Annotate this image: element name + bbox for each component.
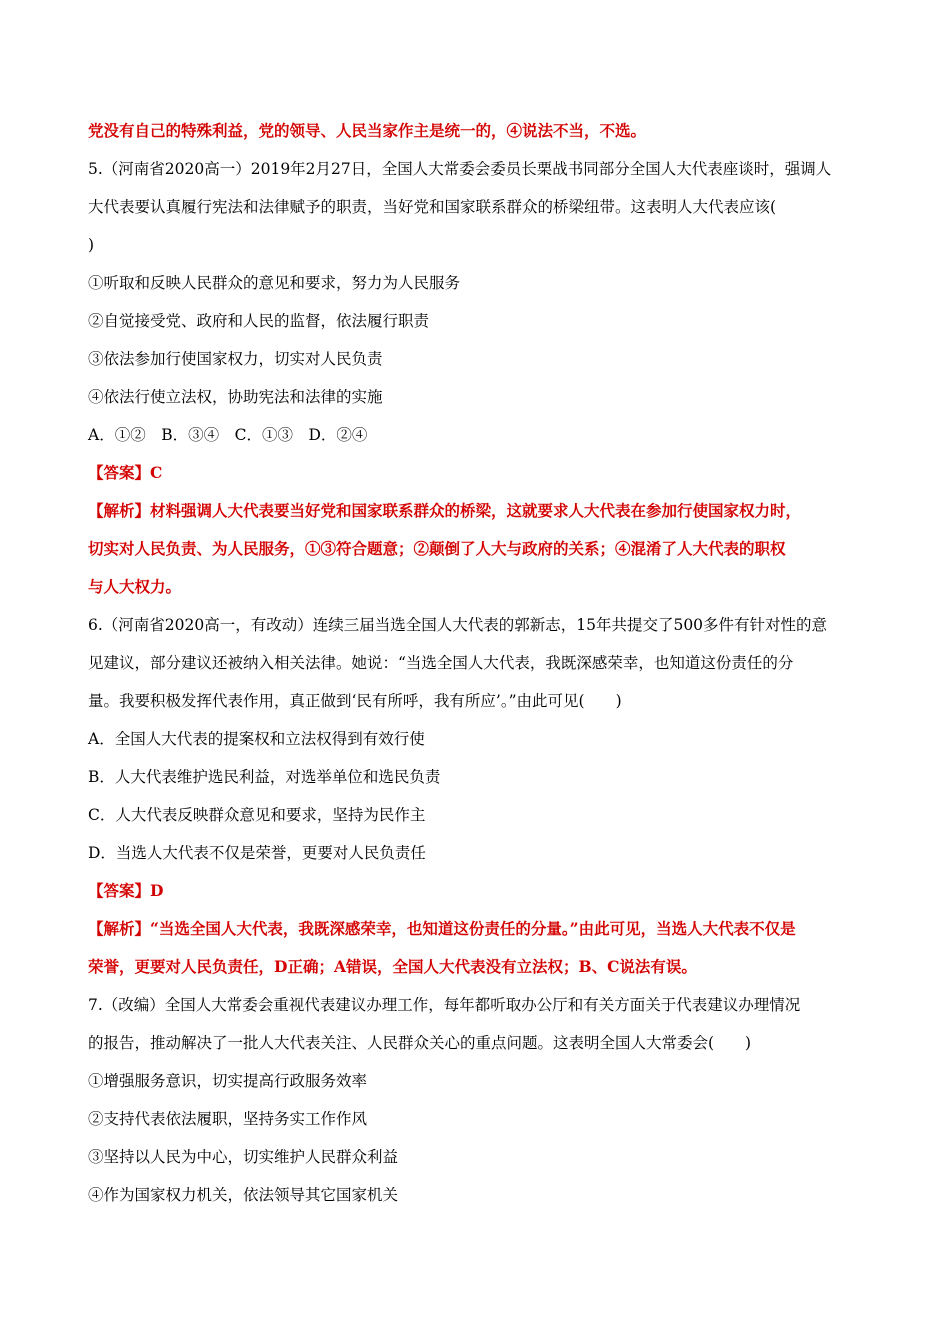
question-7-option: ④作为国家权力机关，依法领导其它国家机关 <box>88 1186 399 1204</box>
question-5-answer: 【答案】C <box>88 463 163 482</box>
question-7-option: ②支持代表依法履职，坚持务实工作作风 <box>88 1110 368 1128</box>
question-6-option: C．人大代表反映群众意见和要求，坚持为民作主 <box>88 806 426 824</box>
question-6-option: D．当选人大代表不仅是荣誉，更要对人民负责任 <box>88 844 426 862</box>
question-7-stem: 的报告，推动解决了一批人大代表关注、人民群众关心的重点问题。这表明全国人大常委会( ) <box>88 1034 752 1052</box>
question-6-option: A．全国人大代表的提案权和立法权得到有效行使 <box>88 730 425 748</box>
question-7-option: ③坚持以人民为中心，切实维护人民群众利益 <box>88 1148 399 1166</box>
question-5-option: ③依法参加行使国家权力，切实对人民负责 <box>88 350 383 368</box>
question-5-option: ①听取和反映人民群众的意见和要求，努力为人民服务 <box>88 274 461 292</box>
question-5-option: ④依法行使立法权，协助宪法和法律的实施 <box>88 388 383 406</box>
question-6-explanation: 【解析】“当选全国人大代表，我既深感荣幸，也知道这份责任的分量。”由此可见，当选人大代表不仅是 <box>88 919 796 938</box>
document-page <box>88 112 868 1214</box>
question-5-choices: A．①② B．③④ C．①③ D．②④ <box>88 426 368 444</box>
question-5-option: ②自觉接受党、政府和人民的监督，依法履行职责 <box>88 312 430 330</box>
question-6-option: B．人大代表维护选民利益，对选举单位和选民负责 <box>88 768 441 786</box>
question-6-answer: 【答案】D <box>88 881 164 900</box>
question-5-explanation: 【解析】材料强调人大代表要当好党和国家联系群众的桥梁，这就要求人大代表在参加行使国家权力时， <box>88 501 802 520</box>
explanation-line: 党没有自己的特殊利益，党的领导、人民当家作主是统一的，④说法不当，不选。 <box>88 121 647 140</box>
question-5-explanation: 与人大权力。 <box>88 577 182 596</box>
question-6-explanation: 荣誉，更要对人民负责任，D正确；A错误，全国人大代表没有立法权；B、C说法有误。 <box>88 957 697 976</box>
question-5-explanation: 切实对人民负责、为人民服务，①③符合题意；②颠倒了人大与政府的关系；④混淆了人大代表的职权 <box>88 539 786 558</box>
question-5-stem: 5.（河南省2020高一）2019年2月27日，全国人大常委会委员长栗战书同部分全国人大代表座谈时，强调人 <box>88 160 832 178</box>
question-5-stem: 大代表要认真履行宪法和法律赋予的职责，当好党和国家联系群众的桥梁纽带。这表明人大代表应该( <box>88 198 777 216</box>
question-6-stem: 6.（河南省2020高一，有改动）连续三届当选全国人大代表的郭新志，15年共提交了500多件有针对性的意 <box>88 616 828 634</box>
question-7-stem: 7.（改编）全国人大常委会重视代表建议办理工作，每年都听取办公厅和有关方面关于代表建议办理情况 <box>88 996 801 1014</box>
question-5-stem: ) <box>88 236 95 254</box>
question-7-option: ①增强服务意识，切实提高行政服务效率 <box>88 1072 368 1090</box>
question-6-stem: 量。我要积极发挥代表作用，真正做到‘民有所呼，我有所应’。”由此可见( ) <box>88 692 622 710</box>
question-6-stem: 见建议，部分建议还被纳入相关法律。她说：“当选全国人大代表，我既深感荣幸，也知道这份责任的分 <box>88 654 794 672</box>
